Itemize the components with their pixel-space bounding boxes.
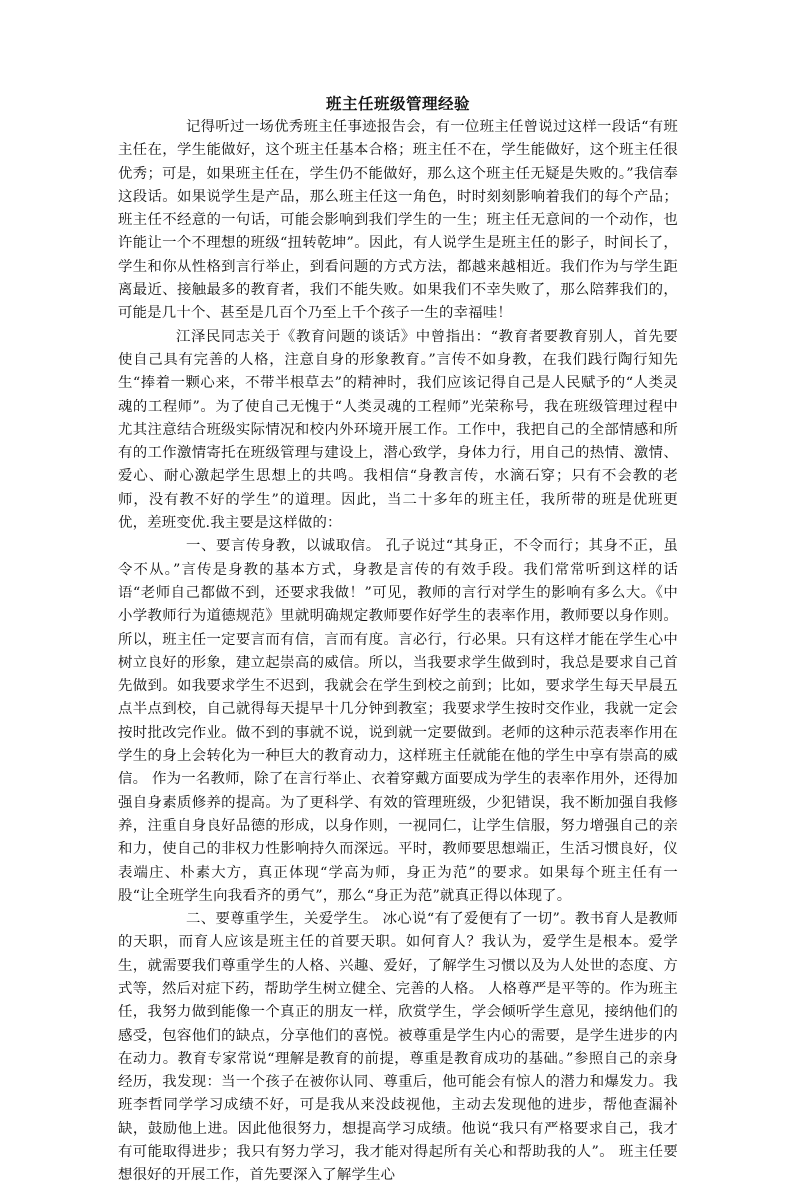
- paragraph-section-two: 二、要尊重学生，关爱学生。 冰心说“有了爱便有了一切”。教书育人是教师的天职，而育人应该是班主任的首要天职。如何育人？我认为，爱学生是根本。爱学生，就需要我们尊重学生的人格、兴趣、爱好，了解学生习惯以及为人处世的态度、方式等，然后对症下药，帮助学生树立健全、完善的人格。 人格尊严是平等的。作为班主任，我努力做到能像一个真正的朋友一样，欣赏学生，学会倾听学生意见，接纳他们的感受，包容他们的缺点，分享他们的喜悦。被尊重是学生内心的需要，是学生进步的内在动力。教育专家常说“理解是教育的前提，尊重是教育成功的基础。”参照自己的亲身经历，我发现：当一个孩子在被你认同、尊重后，他可能会有惊人的潜力和爆发力。我班李哲同学学习成绩不好，可是我从来没歧视他，主动去发现他的进步，帮他查漏补缺，鼓励他上进。因此他很努力，想提高学习成绩。他说“我只有严格要求自己，我才有可能取得进步；我只有努力学习，我才能对得起所有关心和帮助我的人”。 班主任要想很好的开展工作，首先要深入了解学生心: [118, 911, 678, 1184]
- paragraph-intro: 记得听过一场优秀班主任事迹报告会，有一位班主任曾说过这样一段话“有班主任在，学生能做好，这个班主任基本合格；班主任不在，学生能做好，这个班主任很优秀；可是，如果班主任在，学生仍不能做好，那么这个班主任无疑是失败的。”我信奉这段话。如果说学生是产品，那么班主任这一角色，时时刻刻影响着我们的每个产品；班主任不经意的一句话，可能会影响到我们学生的一生；班主任无意间的一个动作，也许能让一个不理想的班级“扭转乾坤”。因此，有人说学生是班主任的影子，时间长了，学生和你从性格到言行举止，到看问题的方式方法，都越来越相近。我们作为与学生距离最近、接触最多的教育者，我们不能失败。如果我们不幸失败了，那么陪葬我们的，可能是几十个、甚至是几百个乃至上千个孩子一生的幸福哇！: [118, 119, 678, 322]
- paragraph-jiang-zemin-quote: 江泽民同志关于《教育问题的谈话》中曾指出：“教育者要教育别人，首先要使自己具有完善的人格，注意自身的形象教育。”言传不如身教，在我们践行陶行知先生“捧着一颗心来，不带半根草去”的精神时，我们应该记得自己是人民赋予的“人类灵魂的工程师”。为了使自己无愧于“人类灵魂的工程师”光荣称号，我在班级管理过程中尤其注意结合班级实际情况和校内外环境开展工作。工作中，我把自己的全部情感和所有的工作激情寄托在班级管理与建设上，潜心致学，身体力行，用自己的热情、激情、爱心、耐心激起学生思想上的共鸣。我相信“身教言传，水滴石穿；只有不会教的老师，没有教不好的学生”的道理。因此，当二十多年的班主任，我所带的班是优班更优，差班变优.我主要是这样做的：: [118, 328, 678, 532]
- document-page: [118, 92, 678, 1188]
- document-title: 班主任班级管理经验: [325, 94, 470, 113]
- paragraph-section-one: 一、要言传身教，以诚取信。 孔子说过“其身正，不令而行；其身不正，虽令不从。”言传是身教的基本方式，身教是言传的有效手段。我们常常听到这样的话语“老师自己都做不到，还要求我做！”可见，教师的言行对学生的影响有多么大。《中小学教师行为道德规范》里就明确规定教师要作好学生的表率作用，教师要以身作则。所以，班主任一定要言而有信，言而有度。言必行，行必果。只有这样才能在学生心中树立良好的形象，建立起崇高的威信。所以，当我要求学生做到时，我总是要求自己首先做到。如我要求学生不迟到，我就会在学生到校之前到；比如，要求学生每天早晨五点半点到校，自己就得每天提早十几分钟到教室；我要求学生按时交作业，我就一定会按时批改完作业。做不到的事就不说，说到就一定要做到。老师的这种示范表率作用在学生的身上会转化为一种巨大的教育动力，这样班主任就能在他的学生中享有崇高的威信。 作为一名教师，除了在言行举止、衣着穿戴方面要成为学生的表率作用外，还得加强自身素质修养的提高。为了更科学、有效的管理班级，少犯错误，我不断加强自我修养，注重自身良好品德的形成，以身作则，一视同仁，让学生信服，努力增强自己的亲和力，使自己的非权力性影响持久而深远。平时，教师要思想端正，生活习惯良好，仪表端庄、朴素大方，真正体现“学高为师，身正为范”的要求。如果每个班主任有一股“让全班学生向我看齐的勇气”，那么“身正为范”就真正得以体现了。: [118, 538, 678, 904]
